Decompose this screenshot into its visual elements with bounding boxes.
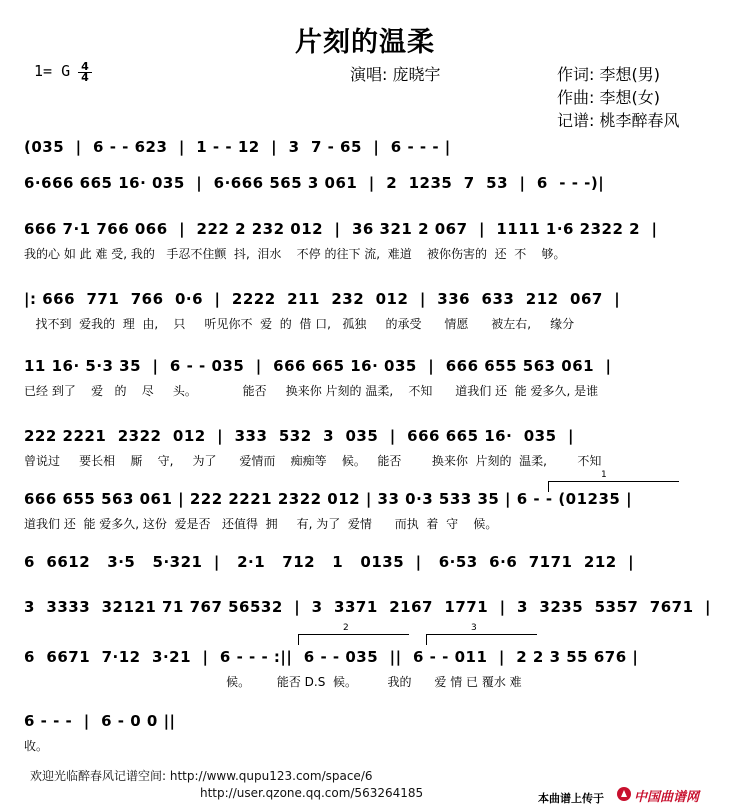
lyrics-line: 候。 能否 D.S 候。 我的 爱 情 已 覆水 难 <box>24 675 522 689</box>
singer-credit: 演唱: 庞晓宇 <box>350 65 441 84</box>
footer-qzone-link[interactable]: http://user.qzone.qq.com/563264185 <box>200 786 424 800</box>
lyrics-line: 道我们 还 能 爱多久, 这份 爱是否 还值得 拥 有, 为了 爱情 而执 着 守 候。 <box>24 517 498 531</box>
site-logo-text[interactable]: 中国曲谱网 <box>634 790 700 805</box>
notation-line: 666 7·1 766 066 | 222 2 232 012 | 36 321 2 067 | 1111 1·6 2322 2 | <box>24 220 658 238</box>
lyrics-line: 我的心 如 此 难 受, 我的 手忍不住颤 抖, 泪水 不停 的往下 流, 难道 被你伤害的 还 不 够。 <box>24 247 566 261</box>
lyricist-credit: 作词: 李想(男) <box>557 65 660 84</box>
transcriber-credit: 记谱: 桃李醉春风 <box>557 111 680 130</box>
lyrics-line: 收。 <box>24 739 49 753</box>
lyrics-line: 已经 到了 爱 的 尽 头。 能否 换来你 片刻的 温柔, 不知 道我们 还 能 爱多久, 是谁 <box>24 384 599 398</box>
volta-bracket-1 <box>548 470 679 492</box>
composer-credit: 作曲: 李想(女) <box>557 88 660 107</box>
notation-line: 6 6671 7·12 3·21 | 6 - - - :|| 6 - - 035 || 6 - - 011 | 2 2 3 55 676 | <box>24 648 639 666</box>
key-signature: 1= G <box>34 62 71 80</box>
notation-line: 3 3333 32121 71 767 56532 | 3 3371 2167 1771 | 3 3235 5357 7671 | <box>24 598 711 616</box>
notation-line: 666 655 563 061 | 222 2221 2322 012 | 33 0·3 533 35 | 6 - - (01235 | <box>24 490 633 508</box>
lyrics-line: 找不到 爱我的 理 由, 只 听见你不 爱 的 借 口, 孤独 的承受 情愿 被左右, 缘分 <box>24 317 575 331</box>
score-title: 片刻的温柔 <box>295 27 435 58</box>
volta-number: 3 <box>471 623 477 633</box>
footer-welcome-link[interactable]: 欢迎光临醉春风记谱空间: http://www.qupu123.com/space/6 <box>30 769 373 783</box>
notation-line: 6 - - - | 6 - 0 0 || <box>24 712 176 730</box>
notation-line: 6·666 665 16· 035 | 6·666 565 3 061 | 2 1235 7 53 | 6 - - -)| <box>24 174 605 192</box>
volta-number: 2 <box>343 623 349 633</box>
volta-number: 1 <box>601 470 607 480</box>
site-logo-icon <box>616 786 632 802</box>
notation-line: 11 16· 5·3 35 | 6 - - 035 | 666 665 16· 035 | 666 655 563 061 | <box>24 357 612 375</box>
volta-bracket-3 <box>426 623 537 645</box>
lyrics-line: 曾说过 要长相 厮 守, 为了 爱情而 痴痴等 候。 能否 换来你 片刻的 温柔, 不知 <box>24 454 602 468</box>
notation-line: 222 2221 2322 012 | 333 532 3 035 | 666 665 16· 035 | <box>24 427 574 445</box>
time-signature-bottom: 4 <box>78 72 92 83</box>
upload-label: 本曲谱上传于 <box>538 792 604 805</box>
volta-bracket-2 <box>298 623 409 645</box>
notation-line: |: 666 771 766 0·6 | 2222 211 232 012 | 336 633 212 067 | <box>24 290 621 308</box>
time-signature-top: 4 <box>81 60 89 73</box>
notation-line: 6 6612 3·5 5·321 | 2·1 712 1 0135 | 6·53 6·6 7171 212 | <box>24 553 635 571</box>
notation-line: (035 | 6 - - 623 | 1 - - 12 | 3 7 - 65 | 6 - - - | <box>24 138 451 156</box>
